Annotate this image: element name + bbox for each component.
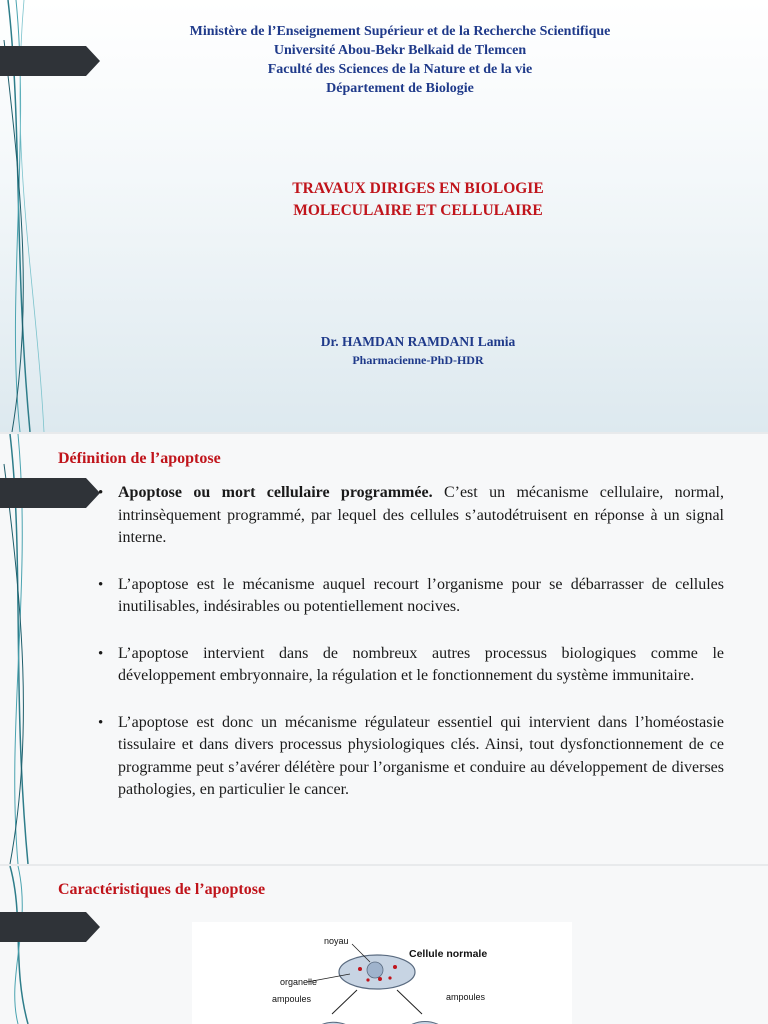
label-organelle: organelle (280, 977, 318, 987)
bullet-item (98, 712, 724, 802)
title-slide (0, 0, 768, 432)
author-name: Dr. HAMDAN RAMDANI Lamia (320, 334, 516, 349)
bullet-text: C’est un mécanisme cellulaire, normal, intrinsèquement programmé, par lequel des cellules s’autodétruisent en réponse à un signal interne. (118, 484, 724, 546)
institution-header (60, 22, 740, 98)
label-ampoules-left: ampoules (272, 994, 312, 1004)
bullet-text: L’apoptose est donc un mécanisme régulateur essentiel qui intervient dans l’homéostasie tissulaire et dans divers processus physiologiques clés. Ainsi, tout dysfonctionnement de ce programme peut s’avérer délétère pour l’organisme et conduire au développement de diverses pathologies, en particulier le cancer. (118, 713, 724, 798)
author-block (60, 333, 768, 369)
course-title (60, 178, 768, 222)
title-line-1: TRAVAUX DIRIGES EN BIOLOGIE (292, 180, 544, 197)
characteristics-slide (0, 866, 768, 1024)
slide-tab-marker (0, 478, 100, 508)
department-line: Département de Biologie (326, 81, 474, 96)
title-line-2: MOLECULAIRE ET CELLULAIRE (293, 202, 543, 219)
section-heading: Caractéristiques de l’apoptose (58, 881, 266, 898)
decorative-lines-graphic (0, 866, 60, 1024)
ministry-line: Ministère de l’Enseignement Supérieur et de la Recherche Scientifique (189, 24, 611, 39)
label-cellule-normale: Cellule normale (409, 948, 488, 960)
bullet-text: L’apoptose intervient dans de nombreux autres processus biologiques comme le développement embryonnaire, la régulation et le fonctionnement du système immunitaire. (118, 644, 724, 684)
bullet-item (98, 574, 724, 619)
label-ampoules-right: ampoules (446, 992, 486, 1002)
bullet-item (98, 482, 724, 550)
apoptosis-diagram (192, 922, 572, 1024)
definition-slide (0, 434, 768, 864)
faculty-line: Faculté des Sciences de la Nature et de la vie (267, 62, 533, 77)
bullet-bold-text: Apoptose ou mort cellulaire programmée. (118, 484, 433, 501)
author-title: Pharmacienne-PhD-HDR (352, 353, 484, 367)
slide-tab-marker (0, 912, 100, 942)
label-noyau: noyau (324, 936, 349, 946)
bullet-item (98, 643, 724, 688)
bullet-text: L’apoptose est le mécanisme auquel recourt l’organisme pour se débarrasser de cellules inutilisables, indésirables ou potentiellement nocives. (118, 575, 724, 615)
definition-bullet-list (98, 482, 724, 826)
university-line: Université Abou-Bekr Belkaid de Tlemcen (273, 43, 527, 58)
section-heading: Définition de l’apoptose (58, 450, 221, 467)
cell-diagram-graphic (192, 922, 572, 1024)
